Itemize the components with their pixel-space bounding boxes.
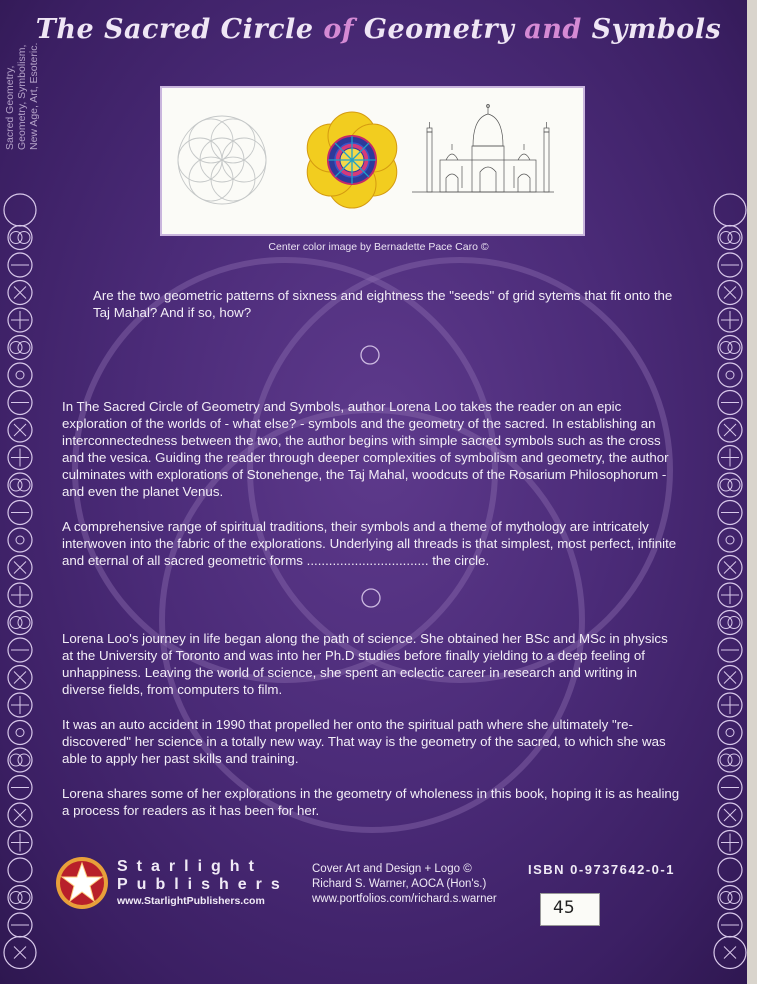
border-ornament-mark bbox=[728, 754, 740, 766]
border-ornament-mark bbox=[18, 892, 30, 904]
seed-of-life-line-drawing bbox=[178, 116, 266, 204]
title-part-1: The Sacred Circle bbox=[35, 14, 324, 45]
border-circle-ornament bbox=[8, 363, 32, 387]
border-circle-ornament bbox=[718, 528, 742, 552]
small-circle-ornament bbox=[361, 346, 379, 364]
border-circle-ornament bbox=[8, 473, 32, 497]
border-circle-ornament bbox=[718, 721, 742, 745]
cover-design-credit bbox=[312, 862, 497, 907]
starlight-star-logo bbox=[54, 855, 110, 911]
border-circle-ornament bbox=[4, 194, 36, 226]
small-circle-ornament bbox=[362, 589, 380, 607]
border-circle-ornament bbox=[8, 886, 32, 910]
border-ornament-mark bbox=[18, 754, 30, 766]
border-circle-ornament bbox=[718, 473, 742, 497]
book-title bbox=[0, 14, 757, 45]
author-bio-paragraph: It was an auto accident in 1990 that propelled her onto the spiritual path where she ultimately "re-discovered" her science in a totally new way. That way is the geometry of the sacred, to which she was able to apply her past skills and training. bbox=[62, 717, 666, 766]
border-ornament-mark bbox=[18, 479, 30, 491]
border-ornament-mark bbox=[726, 536, 734, 544]
border-ornament-mark bbox=[18, 617, 30, 629]
category-line: Geometry, Symbolism, bbox=[16, 44, 28, 150]
title-part-4: and bbox=[524, 14, 582, 45]
credit-line: Cover Art and Design + Logo © bbox=[312, 863, 472, 875]
border-ornament-mark bbox=[18, 342, 30, 354]
question-text: Are the two geometric patterns of sixness and eightness the "seeds" of grid sytems that fit onto the Taj Mahal? And if so, how? bbox=[93, 288, 673, 320]
category-label bbox=[4, 0, 40, 150]
title-part-3: Geometry bbox=[354, 14, 525, 45]
publisher-name bbox=[117, 858, 307, 894]
border-ornament-mark bbox=[16, 536, 24, 544]
border-circle-ornament bbox=[714, 194, 746, 226]
border-circle-ornament bbox=[718, 858, 742, 882]
publisher-name-line: Publishers bbox=[117, 876, 289, 893]
category-line: New Age, Art, Esoteric. bbox=[28, 42, 40, 150]
publisher-name-line: Starlight bbox=[117, 858, 263, 875]
author-bio-paragraph: Lorena Loo's journey in life began along the path of science. She obtained her BSc and MSc in physics at the University of Toronto and was into her Ph.D studies before finally yielding to a deep feeling of unhappiness. Leaving the world of science, she spent an eclectic career in research and writing in diverse fields, from computers to film. bbox=[62, 631, 668, 697]
flower-of-life-color-image bbox=[307, 112, 397, 208]
publisher-url: www.StarlightPublishers.com bbox=[117, 895, 265, 907]
isbn-number: ISBN 0-9737642-0-1 bbox=[528, 862, 675, 877]
border-ornament-mark bbox=[16, 371, 24, 379]
border-ornament-mark bbox=[726, 729, 734, 737]
border-ornament-mark bbox=[728, 479, 740, 491]
description-paragraph: A comprehensive range of spiritual traditions, their symbols and a theme of mythology are intricately interwoven into the fabric of the explorations. Underlying all threads is that simplest, most perfect, infinite and eternal of all sacred geometric forms ................................. the circle. bbox=[62, 519, 677, 568]
border-ornament-mark bbox=[728, 617, 740, 629]
border-circle-ornament bbox=[8, 528, 32, 552]
border-circle-ornament bbox=[8, 858, 32, 882]
illustration bbox=[162, 88, 583, 234]
credit-line: Richard S. Warner, AOCA (Hon's.) bbox=[312, 878, 487, 890]
taj-mahal-drawing bbox=[412, 104, 554, 192]
border-circle-ornament bbox=[8, 611, 32, 635]
title-part-2: of bbox=[323, 14, 355, 45]
category-line: Sacred Geometry, bbox=[4, 65, 16, 150]
handwritten-price: 45 bbox=[553, 898, 575, 918]
description-paragraph: In The Sacred Circle of Geometry and Symbols, author Lorena Loo takes the reader on an epic exploration of the worlds of - what else? - symbols and the geometry of the sacred. In establishing an interconnectedness between the two, the author begins with simple sacred symbols such as the cross and the vesica. Guiding the reader through deeper complexities of symbolism and geometry, the author culminates with explorations of Stonehenge, the Taj Mahal, woodcuts of the Rosarium Philosophorum - and even the planet Venus. bbox=[62, 399, 669, 499]
credit-line: www.portfolios.com/richard.s.warner bbox=[312, 893, 497, 905]
border-circle-ornament bbox=[718, 886, 742, 910]
border-circle-ornament bbox=[8, 336, 32, 360]
title-part-5: Symbols bbox=[581, 14, 722, 45]
border-circle-ornament bbox=[718, 336, 742, 360]
border-ornament-mark bbox=[728, 892, 740, 904]
border-ornament-mark bbox=[728, 342, 740, 354]
border-circle-ornament bbox=[8, 748, 32, 772]
border-ornament-mark bbox=[16, 729, 24, 737]
image-caption: Center color image by Bernadette Pace Caro © bbox=[268, 241, 489, 253]
author-bio-paragraph: Lorena shares some of her explorations in the geometry of wholeness in this book, hoping it is as healing a process for readers as it has been for her. bbox=[62, 786, 680, 818]
border-circle-ornament bbox=[8, 721, 32, 745]
illustration-panel bbox=[160, 86, 585, 236]
border-circle-ornament bbox=[718, 748, 742, 772]
price-sticker bbox=[540, 893, 600, 926]
border-circle-ornament bbox=[718, 611, 742, 635]
border-ornament-mark bbox=[726, 371, 734, 379]
border-circle-ornament bbox=[718, 363, 742, 387]
